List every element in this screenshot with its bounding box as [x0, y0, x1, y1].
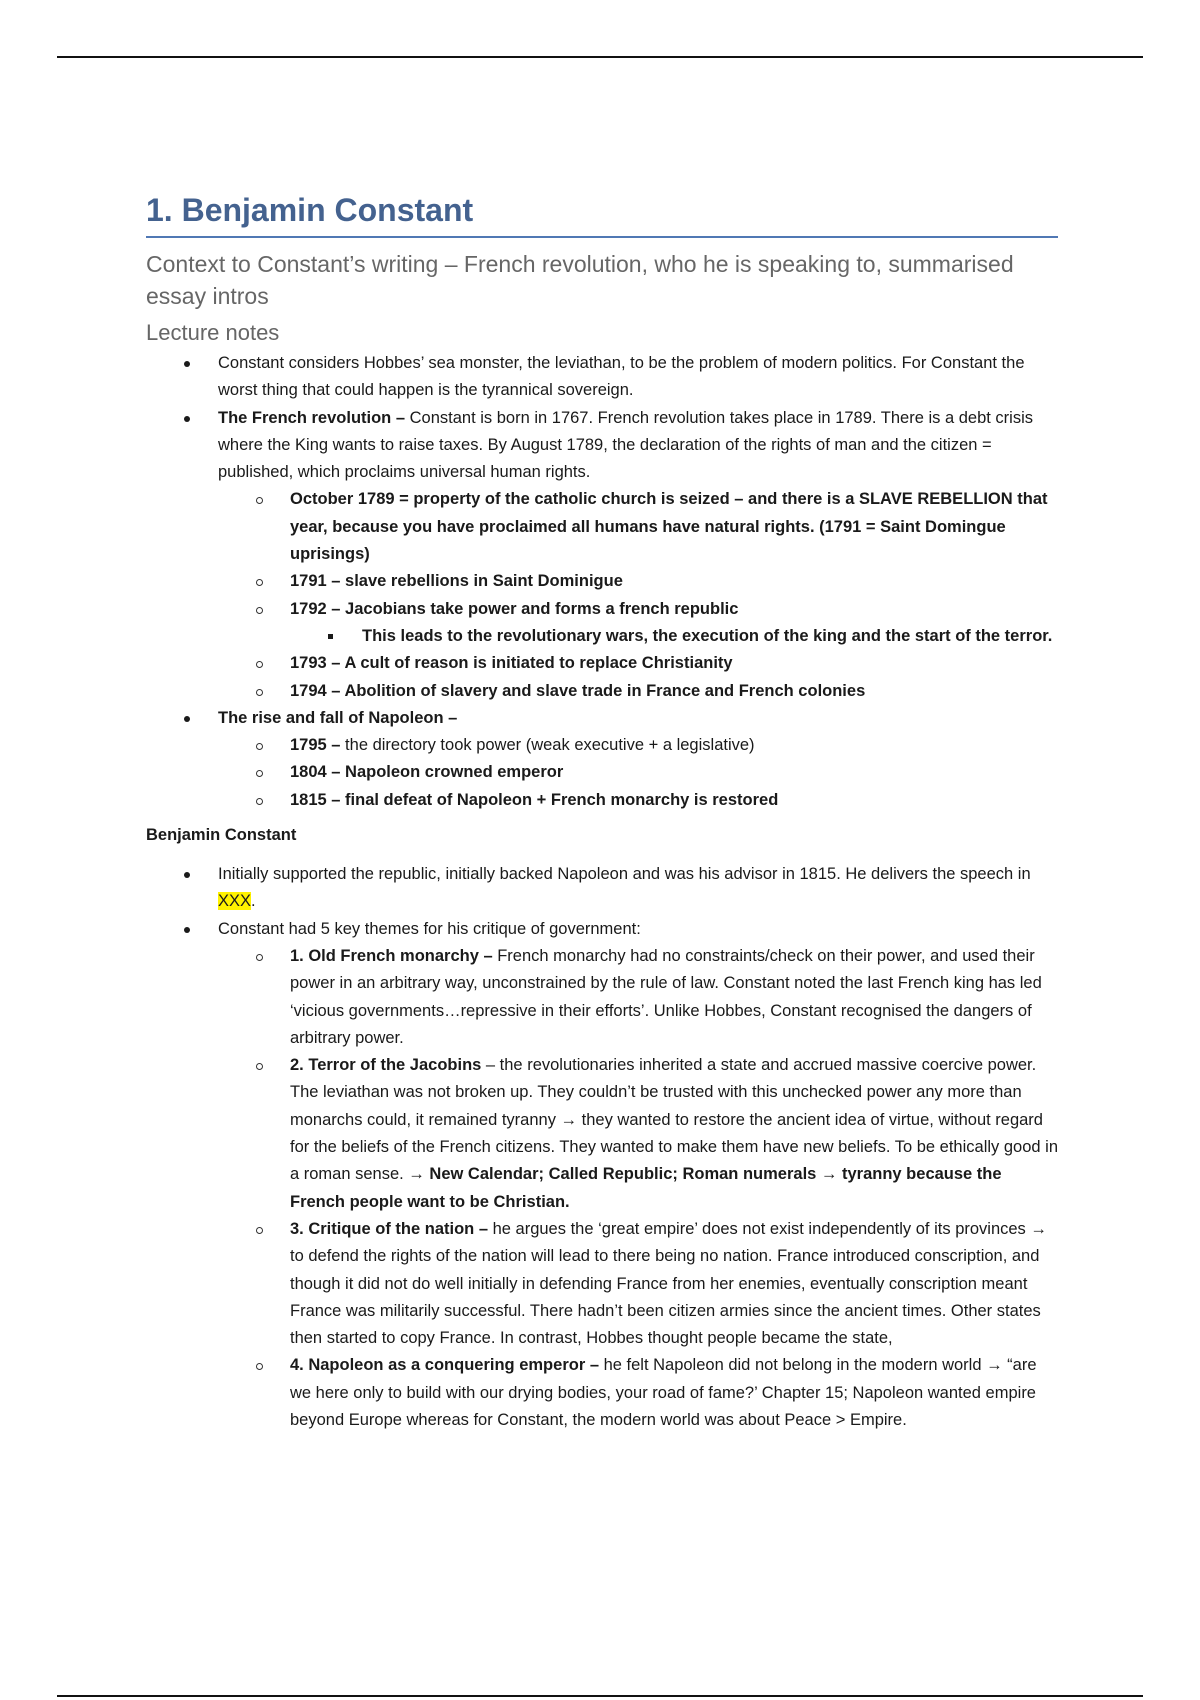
- subtitle: Context to Constant’s writing – French revolution, who he is speaking to, summarised essay intros: [146, 251, 1014, 309]
- circle-bullet-icon: [256, 770, 263, 777]
- list-item: The rise and fall of Napoleon – 1795 – the directory took power (weak executive + a legislative) 1804 – Napoleon crowned emperor 1815 – final defeat of Napoleon + French monarchy is restored: [146, 705, 1058, 814]
- list-item: 1791 – slave rebellions in Saint Dominigue: [218, 568, 1058, 595]
- benjamin-constant-list: [146, 861, 1058, 1434]
- list-item: The French revolution – Constant is born in 1767. French revolution takes place in 1789. There is a debt crisis where the King wants to raise taxes. By August 1789, the declaration of the rights of man and the citizen = published, which proclaims universal human rights. October 1789 = property of the catholic church is seized – and there is a SLAVE REBELLION that year, because you have proclaimed all humans have natural rights. (1791 = Saint Domingue uprisings) 1791 – slave rebellions in Saint Dominigue 1792 – Jacobians take power and forms a french republic This leads to the revolutionary wars, the execution of the king and the start of the terror. 1793 – A cult of reason is initiated to replace Christianity 1794 – Abolition of slavery and slave trade in France and French colonies: [146, 405, 1058, 705]
- list-item: 1815 – final defeat of Napoleon + French monarchy is restored: [218, 787, 1058, 814]
- circle-bullet-icon: [256, 1227, 263, 1234]
- benjamin-constant-heading: Benjamin Constant: [146, 826, 297, 845]
- napoleon-timeline: [218, 732, 1058, 814]
- bullet-icon: [184, 416, 190, 422]
- list-item: 1794 – Abolition of slavery and slave trade in France and French colonies: [218, 678, 1058, 705]
- critique-themes: [218, 943, 1058, 1434]
- bullet-icon: [184, 872, 190, 878]
- bullet-icon: [184, 361, 190, 367]
- bottom-rule: [57, 1695, 1143, 1697]
- circle-bullet-icon: [256, 689, 263, 696]
- revolution-timeline: [218, 486, 1058, 704]
- circle-bullet-icon: [256, 607, 263, 614]
- circle-bullet-icon: [256, 661, 263, 668]
- circle-bullet-icon: [256, 743, 263, 750]
- bullet-icon: [184, 927, 190, 933]
- list-item: 1. Old French monarchy – French monarchy had no constraints/check on their power, and used their power in an arbitrary way, unconstrained by the rule of law. Constant noted the last French king has led ‘vicious governments…repressive in their efforts’. Unlike Hobbes, Constant recognised the dangers of arbitrary power.: [218, 943, 1058, 1052]
- highlighted-text: XXX: [218, 892, 252, 911]
- square-bullet-icon: [328, 634, 333, 639]
- circle-bullet-icon: [256, 1363, 263, 1370]
- list-item: Constant had 5 key themes for his critique of government: 1. Old French monarchy – French monarchy had no constraints/check on their power, and used their power in an arbitrary way, unconstrained by the rule of law. Constant noted the last French king has led ‘vicious governments…repressive in their efforts’. Unlike Hobbes, Constant recognised the dangers of arbitrary power. 2. Terror of the Jacobins – the revolutionaries inherited a state and accrued massive coercive power. The leviathan was not broken up. They couldn’t be trusted with this unchecked power any more than monarchs could, it remained tyranny → they wanted to restore the ancient idea of virtue, without regard for the beliefs of the French citizens. They wanted to make them have new beliefs. To be ethically good in a roman sense. → New Calendar; Called Republic; Roman numerals → tyranny because the French people want to be Christian. 3. Critique of the nation – he argues the ‘great empire’ does not exist independently of its provinces → to defend the rights of the nation will lead to there being no nation. France introduced conscription, and though it did not do well initially in defending France from her enemies, eventually conscription meant France was militarily successful. There hadn’t been citizen armies since the ancient times. Other states then started to copy France. In contrast, Hobbes thought people became the state, 4. Napoleon as a conquering emperor – he felt Napoleon did not belong in the modern world → “are we here only to build with our drying bodies, your road of fame?’ Chapter 15; Napoleon wanted empire beyond Europe whereas for Constant, the modern world was about Peace > Empire.: [146, 916, 1058, 1435]
- list-item: 1793 – A cult of reason is initiated to replace Christianity: [218, 650, 1058, 677]
- list-item: Constant considers Hobbes’ sea monster, the leviathan, to be the problem of modern politics. For Constant the worst thing that could happen is the tyrannical sovereign.: [146, 350, 1058, 405]
- list-item: October 1789 = property of the catholic church is seized – and there is a SLAVE REBELLION that year, because you have proclaimed all humans have natural rights. (1791 = Saint Domingue uprisings): [218, 486, 1058, 568]
- lecture-notes-heading: Lecture notes: [146, 320, 280, 345]
- list-item: Initially supported the republic, initially backed Napoleon and was his advisor in 1815. He delivers the speech in XXX.: [146, 861, 1058, 916]
- list-item: This leads to the revolutionary wars, the execution of the king and the start of the terror.: [290, 623, 1058, 650]
- circle-bullet-icon: [256, 798, 263, 805]
- list-item: 4. Napoleon as a conquering emperor – he felt Napoleon did not belong in the modern world → “are we here only to build with our drying bodies, your road of fame?’ Chapter 15; Napoleon wanted empire beyond Europe whereas for Constant, the modern world was about Peace > Empire.: [218, 1352, 1058, 1434]
- circle-bullet-icon: [256, 497, 263, 504]
- list-item: 3. Critique of the nation – he argues the ‘great empire’ does not exist independently of its provinces → to defend the rights of the nation will lead to there being no nation. France introduced conscription, and though it did not do well initially in defending France from her enemies, eventually conscription meant France was militarily successful. There hadn’t been citizen armies since the ancient times. Other states then started to copy France. In contrast, Hobbes thought people became the state,: [218, 1216, 1058, 1352]
- list-item: 2. Terror of the Jacobins – the revolutionaries inherited a state and accrued massive coercive power. The leviathan was not broken up. They couldn’t be trusted with this unchecked power any more than monarchs could, it remained tyranny → they wanted to restore the ancient idea of virtue, without regard for the beliefs of the French citizens. They wanted to make them have new beliefs. To be ethically good in a roman sense. → New Calendar; Called Republic; Roman numerals → tyranny because the French people want to be Christian.: [218, 1052, 1058, 1216]
- list-item: 1792 – Jacobians take power and forms a french republic This leads to the revolutionary wars, the execution of the king and the start of the terror.: [218, 596, 1058, 651]
- list-item: 1795 – the directory took power (weak executive + a legislative): [218, 732, 1058, 759]
- top-rule: [57, 56, 1143, 58]
- lecture-notes-list: [146, 350, 1058, 814]
- circle-bullet-icon: [256, 1063, 263, 1070]
- document-body: [146, 190, 1058, 1434]
- list-item: 1804 – Napoleon crowned emperor: [218, 759, 1058, 786]
- bullet-icon: [184, 716, 190, 722]
- circle-bullet-icon: [256, 954, 263, 961]
- circle-bullet-icon: [256, 579, 263, 586]
- page-title: 1. Benjamin Constant: [146, 190, 1058, 238]
